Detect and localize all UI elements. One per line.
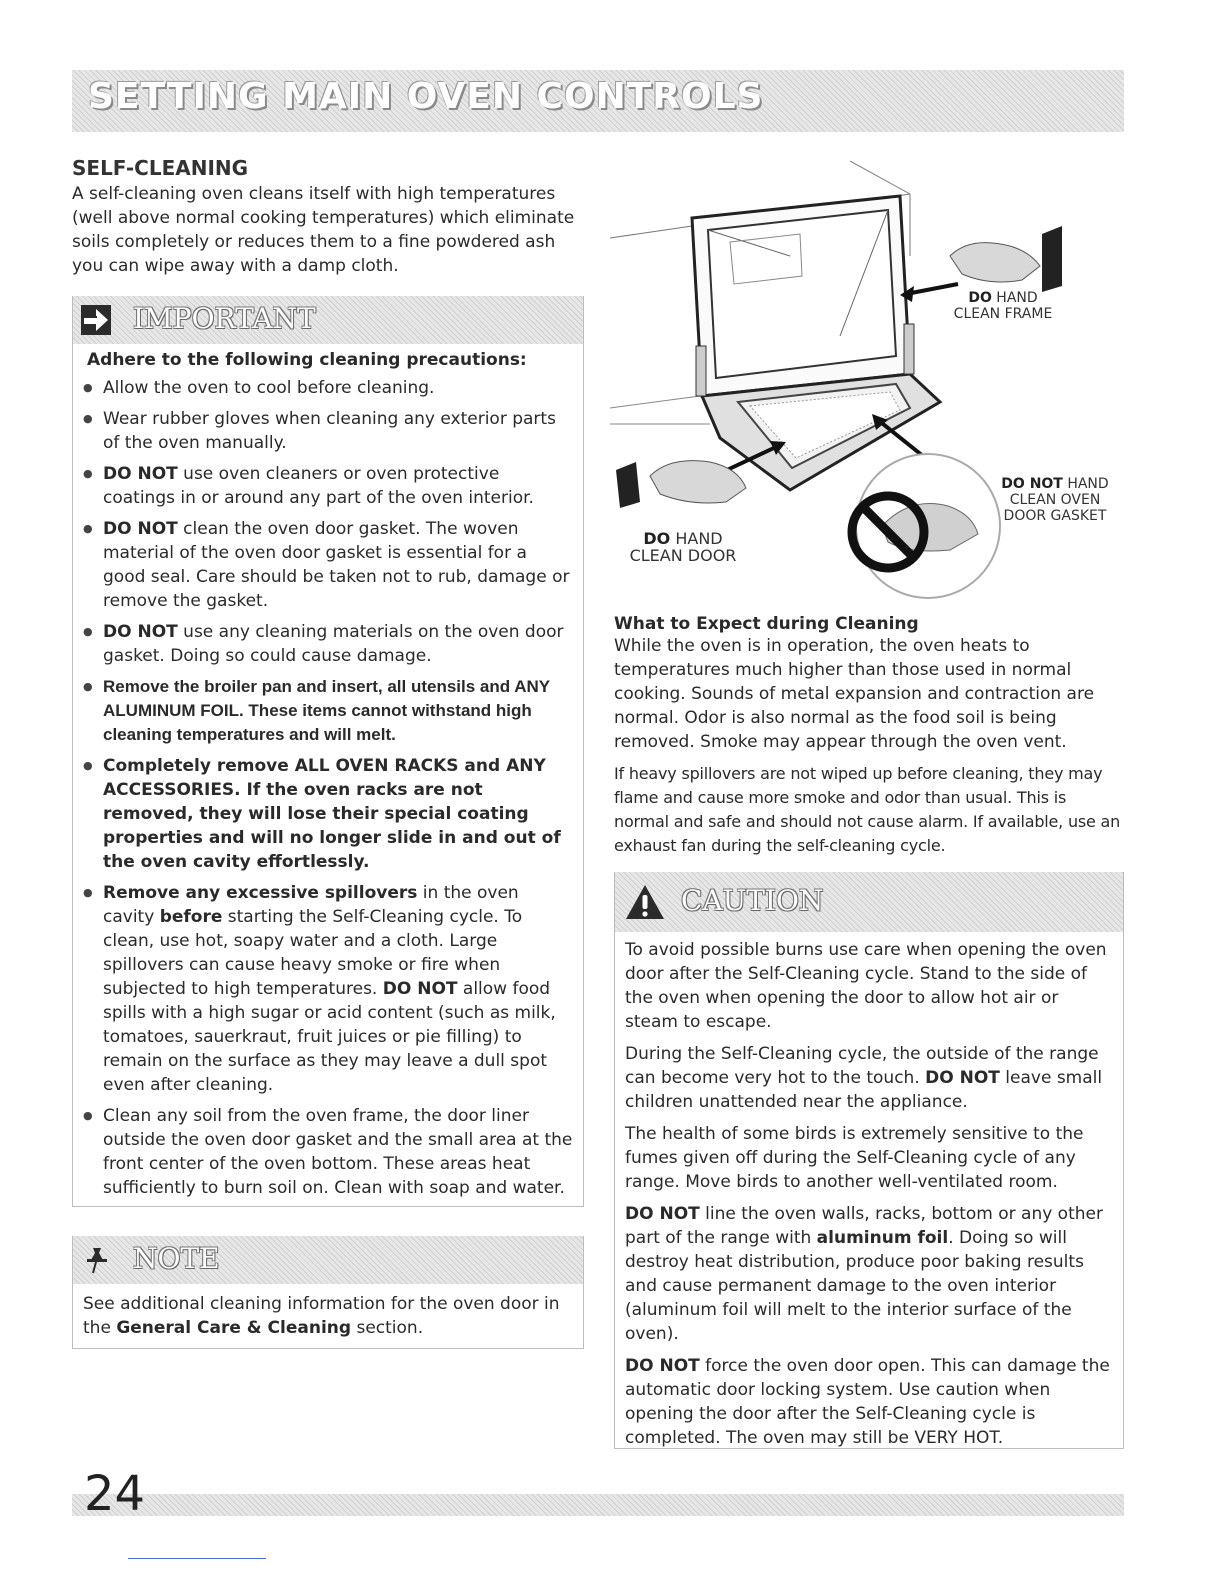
caution-paragraph-5: DO NOT force the oven door open. This can damage the automatic door locking system. Use caution when opening the door after the Self-Cleaning cycle is completed. The oven may still be VERY HOT. [625,1356,1110,1448]
expect-paragraph-1: While the oven is in operation, the oven heats to temperatures much higher than those used in normal cooking. Sounds of metal expansion and contraction are normal. Odor is also normal as the food soil is being removed. Smoke may appear through the oven vent. [614,636,1095,752]
note-box [72,1236,584,1349]
caution-paragraph-1: To avoid possible burns use care when opening the oven door after the Self-Cleaning cycle. Stand to the side of the oven when opening the door to allow hot air or steam to escape. [625,940,1107,1032]
list-item: ● DO NOT use any cleaning materials on the oven door gasket. Doing so could cause damage. [83,620,573,668]
note-label: NOTE [133,1242,220,1275]
list-item: ● Clean any soil from the oven frame, the door liner outside the oven door gasket and the small area at the front center of the oven bottom. These areas heat sufficiently to burn soil on. Clean with soap and water. [83,1104,573,1200]
list-item: ● Wear rubber gloves when cleaning any exterior parts of the oven manually. [83,407,573,455]
caution-label: CAUTION [681,884,824,917]
page-number: 24 [84,1466,146,1522]
caution-paragraph-3: The health of some birds is extremely sensitive to the fumes given off during the Self-Cleaning cycle of any range. Move birds to another well-ventilated room. [625,1124,1084,1192]
caution-paragraph-4: DO NOT line the oven walls, racks, bottom or any other part of the range with aluminum foil. Doing so will destroy heat distribution, produce poor baking results and cause permanent damage to the oven interior (aluminum foil will melt to the interior surface of the oven). [625,1204,1103,1344]
arrow-right-icon [81,305,111,335]
intro-paragraph: A self-cleaning oven cleans itself with high temperatures (well above normal cooking temperatures) which eliminate soils completely or reduces them to a fine powdered ash you can wipe away with a damp cloth. [72,184,575,276]
what-to-expect-section [614,614,1124,866]
caution-box [614,872,1124,1449]
divider [128,1558,266,1559]
expect-paragraph-2: If heavy spillovers are not wiped up before cleaning, they may flame and cause more smoke and odor than usual. This is normal and safe and should not cause alarm. If available, use an exhaust fan during the self-cleaning cycle. [614,764,1121,855]
list-item: ● DO NOT use oven cleaners or oven protective coatings in or around any part of the oven interior. [83,462,573,510]
list-item: ● Remove any excessive spillovers in the oven cavity before starting the Self-Cleaning cycle. To clean, use hot, soapy water and a cloth. Large spillovers can cause heavy smoke or fire when subjected to high temperatures. DO NOT allow food spills with a high sugar or acid content (such as milk, tomatoes, sauerkraut, fruit juices or pie filling) to remain on the surface as they may leave a dull spot even after cleaning. [83,881,573,1097]
self-cleaning-section [72,156,584,278]
caution-header [615,872,1123,932]
pushpin-icon [81,1245,111,1275]
important-header [73,296,583,344]
warning-triangle-icon [625,884,665,920]
list-item: ● Completely remove ALL OVEN RACKS and ANY ACCESSORIES. If the oven racks are not removed, they will lose their special coating properties and will no longer slide in and out of the oven cavity effortlessly. [83,754,573,874]
important-box [72,296,584,1207]
note-header [73,1236,583,1284]
caution-paragraph-2: During the Self-Cleaning cycle, the outside of the range can become very hot to the touch. DO NOT leave small children unattended near the appliance. [625,1044,1103,1112]
callout-hand-clean-door: DO HAND CLEAN DOOR [629,529,737,565]
oven-illustration [610,156,1124,610]
list-item: ● Remove the broiler pan and insert, all utensils and ANY ALUMINUM FOIL. These items cannot withstand high cleaning temperatures and will melt. [83,675,573,747]
precautions-list [73,376,583,1200]
expect-heading: What to Expect during Cleaning [614,614,919,634]
important-subheading: Adhere to the following cleaning precautions: [87,350,527,370]
page-title: SETTING MAIN OVEN CONTROLS [88,76,764,117]
list-item: ● Allow the oven to cool before cleaning. [83,376,573,400]
important-label: IMPORTANT [133,302,316,335]
callout-hand-clean-frame: DO HAND CLEAN FRAME [953,290,1053,322]
section-heading: SELF-CLEANING [72,156,249,180]
header-bar [72,70,1124,132]
note-text: See additional cleaning information for the oven door in the General Care & Cleaning section. [83,1294,560,1338]
list-item: ● DO NOT clean the oven door gasket. The woven material of the oven door gasket is essential for a good seal. Care should be taken not to rub, damage or remove the gasket. [83,517,573,613]
callout-do-not-clean-gasket: DO NOT HAND CLEAN OVEN DOOR GASKET [1001,476,1109,524]
footer-bar [72,1494,1124,1516]
